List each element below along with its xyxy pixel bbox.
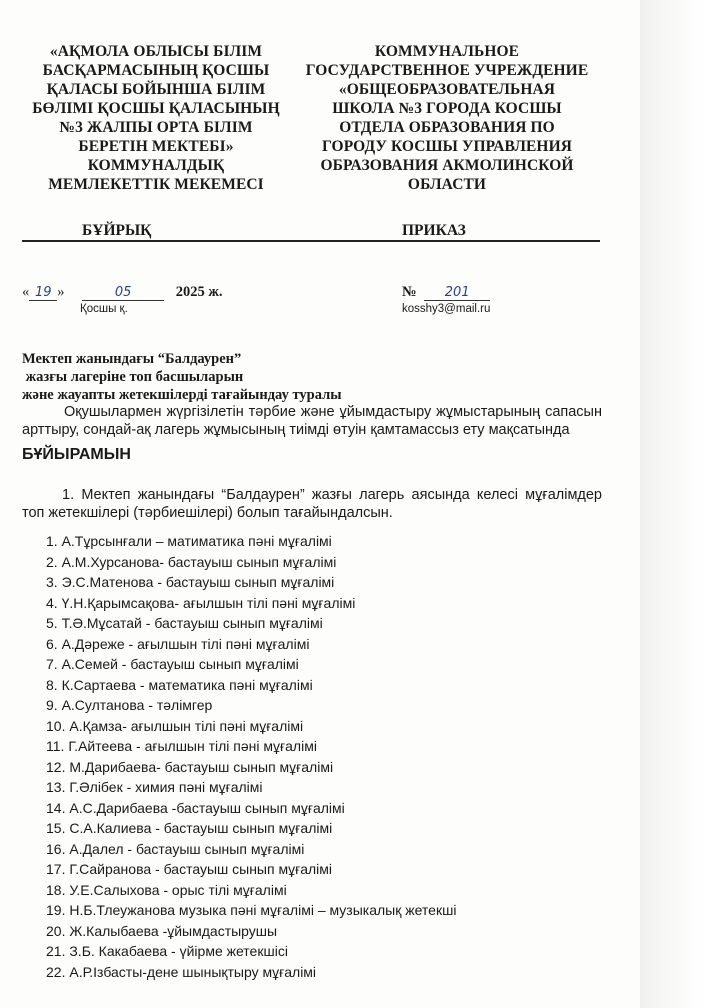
- staff-item: 2. А.М.Хурсанова- бастауыш сынып мұғалімі: [46, 553, 337, 570]
- staff-item: 19. Н.Б.Тлеужанова музыка пәні мұғалімі – музыкалық жетекші: [46, 902, 457, 918]
- staff-list: [46, 531, 456, 982]
- page-edge: [640, 0, 706, 1008]
- staff-item: 20. Ж.Калыбаева -ұйымдастырушы: [46, 922, 278, 939]
- number-label: №: [402, 284, 417, 300]
- staff-item: 12. М.Дарибаева- бастауыш сынып мұғалімі: [46, 758, 334, 775]
- header-kz-line: БӨЛІМІ ҚОСШЫ ҚАЛАСЫНЫҢ: [32, 100, 280, 117]
- school-email: kosshy3@mail.ru: [402, 303, 491, 315]
- header-kz-line: БАСҚАРМАСЫНЫҢ ҚОСШЫ: [42, 62, 270, 79]
- header-kz-line: ҚАЛАСЫ БОЙЫНША БІЛІМ: [46, 81, 266, 98]
- header-ru-line: КОММУНАЛЬНОЕ: [374, 43, 520, 60]
- header-ru-line: ГОРОДУ КОСШЫ УПРАВЛЕНИЯ: [321, 138, 573, 155]
- date-quote-close: »: [57, 284, 65, 300]
- document-title-ru: ПРИКАЗ: [402, 222, 466, 239]
- place-label: Қосшы қ.: [80, 303, 128, 315]
- order-subject: [22, 350, 342, 404]
- header-kz-line: МЕМЛЕКЕТТІК МЕКЕМЕСІ: [48, 176, 264, 193]
- preamble-text: Оқушылармен жүргізілетін тәрбие және ұйымдастыру жұмыстарының сапасын арттыру, сондай-ақ лагерь жұмысының тиімді өтуін қамтамассыз ету мақсатында: [22, 404, 602, 438]
- header-ru-line: ОБЛАСТИ: [407, 176, 487, 193]
- header-divider: [22, 240, 600, 242]
- header-ru-line: ШКОЛА №3 ГОРОДА КОСШЫ: [332, 100, 562, 117]
- staff-item: 14. А.С.Дарибаева -бастауыш сынып мұғалімі: [46, 799, 345, 816]
- staff-item: 5. Т.Ә.Мұсатай - бастауыш сынып мұғалімі: [46, 615, 323, 631]
- staff-item: 1. А.Тұрсынғали – матиматика пәні мұғалімі: [46, 533, 332, 549]
- date-month: 05: [82, 285, 164, 301]
- number-value: 201: [424, 285, 490, 301]
- subject-line: және жауапты жетекшілерді тағайындау туралы: [22, 387, 342, 403]
- header-ru-line: ГОСУДАРСТВЕННОЕ УЧРЕЖДЕНИЕ: [305, 62, 589, 79]
- staff-item: 6. А.Дәреже - ағылшын тілі пәні мұғалімі: [46, 635, 310, 652]
- staff-item: 3. Э.С.Матенова - бастауыш сынып мұғалімі: [46, 574, 335, 590]
- staff-item: 21. З.Б. Какабаева - үйірме жетекшісі: [46, 943, 288, 959]
- subject-line: Мектеп жанындағы “Балдаурен”: [22, 351, 242, 367]
- order-item-1: 1. Мектеп жанындағы “Балдаурен” жазғы лагерь аясында келесі мұғалімдер топ жетекшілері (тәрбиешілері) болып тағайындалсын.: [22, 487, 602, 521]
- order-date: [22, 284, 223, 301]
- header-kz-line: №3 ЖАЛПЫ ОРТА БІЛІМ: [59, 119, 253, 136]
- staff-item: 8. К.Сартаева - математика пәні мұғалімі: [46, 676, 313, 693]
- staff-item: 10. А.Қамза- ағылшын тілі пәні мұғалімі: [46, 717, 304, 734]
- staff-item: 11. Г.Айтеева - ағылшын тілі пәні мұғалімі: [46, 738, 317, 754]
- header-ru-line: ОБРАЗОВАНИЯ АКМОЛИНСКОЙ: [320, 157, 574, 174]
- staff-item: 22. А.Р.Ізбасты-дене шынықтыру мұғалімі: [46, 963, 317, 980]
- subject-line: жазғы лагеріне топ басшыларын: [22, 369, 244, 385]
- staff-item: 17. Г.Сайранова - бастауыш сынып мұғалімі: [46, 861, 332, 877]
- header-kz-line: «АҚМОЛА ОБЛЫСЫ БІЛІМ: [49, 43, 263, 60]
- staff-item: 15. С.А.Калиева - бастауыш сынып мұғалімі: [46, 820, 333, 836]
- date-quote-open: «: [22, 284, 30, 300]
- header-ru-line: ОТДЕЛА ОБРАЗОВАНИЯ ПО: [339, 119, 555, 136]
- header-kz-line: КОММУНАЛДЫҚ: [87, 157, 225, 174]
- header-ru-line: «ОБЩЕОБРАЗОВАТЕЛЬНАЯ: [338, 81, 556, 98]
- date-year: 2025 ж.: [175, 284, 223, 300]
- document-title-kz: БҰЙРЫҚ: [82, 222, 152, 239]
- staff-item: 16. А.Далел - бастауыш сынып мұғалімі: [46, 840, 305, 857]
- date-day: 19: [29, 285, 57, 301]
- staff-item: 7. А.Семей - бастауыш сынып мұғалімі: [46, 656, 299, 672]
- order-heading: БҰЙЫРАМЫН: [22, 446, 131, 463]
- header-kz-line: БЕРЕТІН МЕКТЕБІ»: [78, 138, 234, 155]
- header-russian: [292, 42, 602, 194]
- staff-item: 18. У.Е.Салыхова - орыс тілі мұғалімі: [46, 881, 287, 898]
- staff-item: 9. А.Султанова - тәлімгер: [46, 697, 213, 713]
- order-number: [402, 284, 490, 301]
- staff-item: 4. Ү.Н.Қарымсақова- ағылшын тілі пәні мұғалімі: [46, 594, 356, 611]
- header-kazakh: [20, 42, 292, 194]
- staff-item: 13. Г.Әлібек - химия пәні мұғалімі: [46, 779, 263, 795]
